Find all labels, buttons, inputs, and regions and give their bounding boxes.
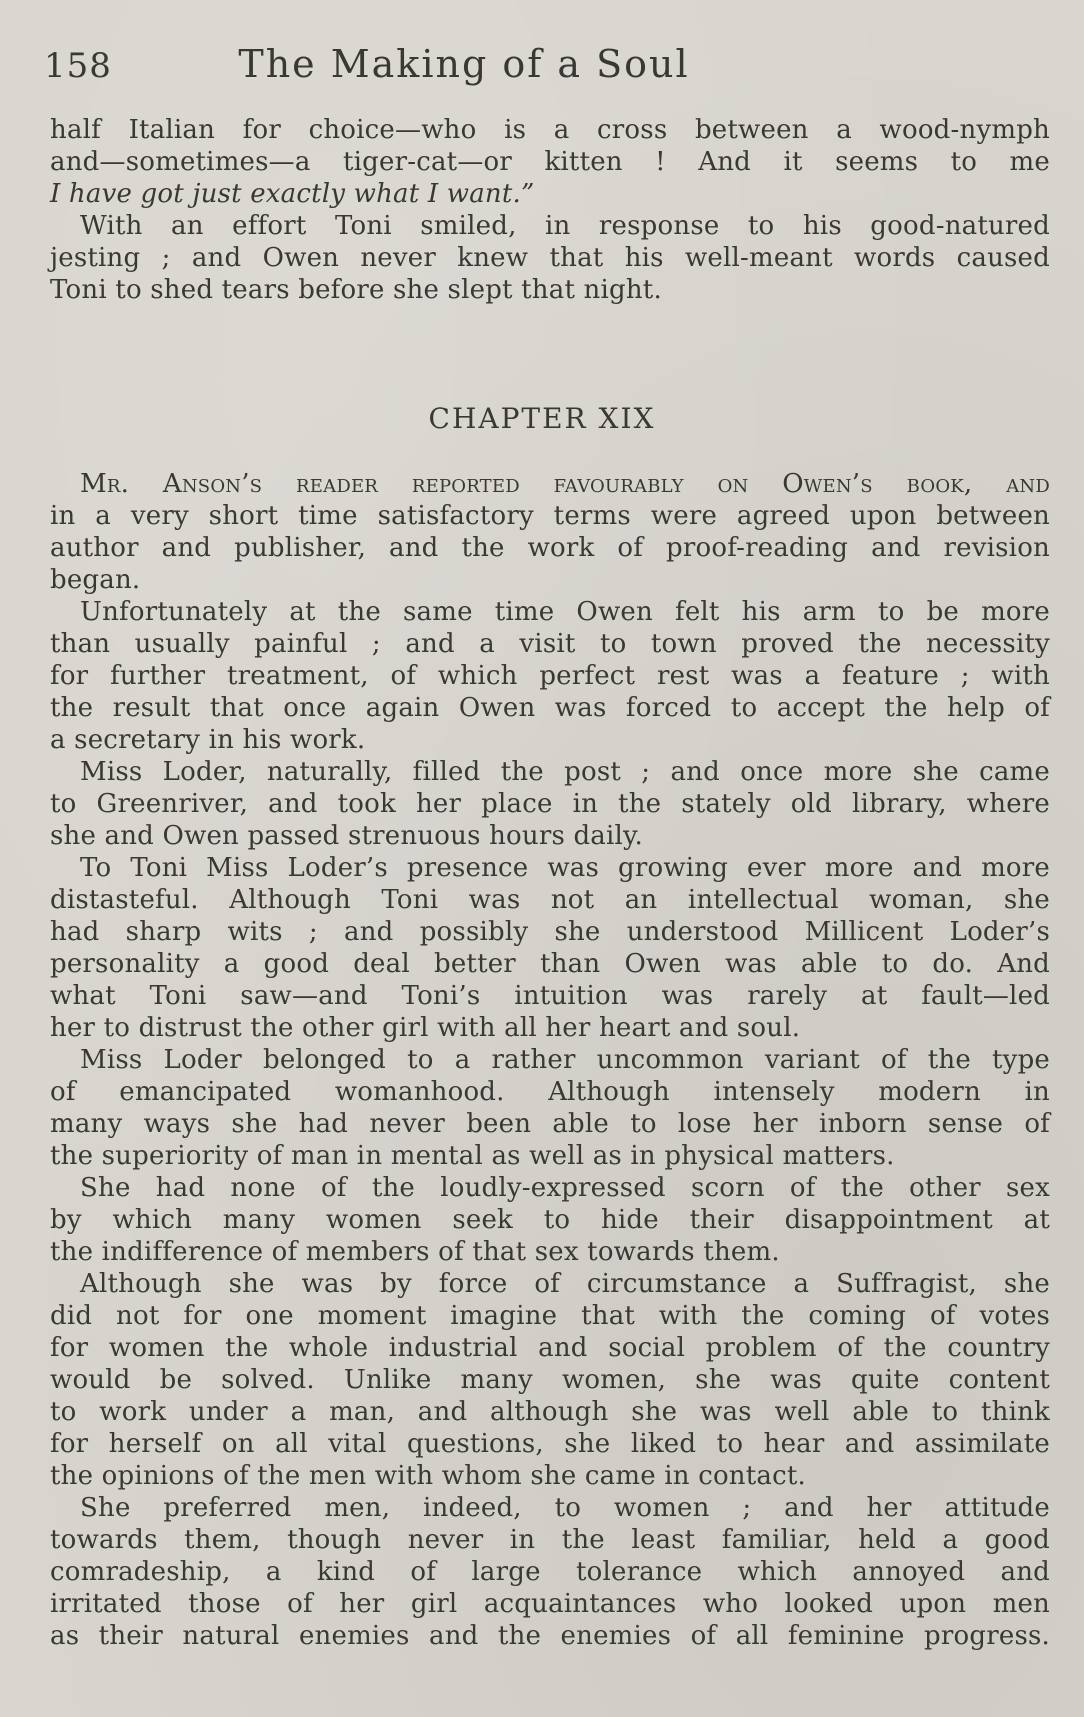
text-line: half Italian for choice—who is a cross between a wood-nymph [50, 115, 1050, 145]
text-line: began. [50, 565, 141, 595]
text-line: had sharp wits ; and possibly she understood Millicent Loder’s [50, 917, 1050, 947]
text-line: Mr. Anson’s reader reported favourably on Owen’s book, and [80, 469, 1050, 499]
chapter-heading: CHAPTER XIX [428, 402, 656, 435]
text-line: Although she was by force of circumstance a Suffragist, she [80, 1269, 1050, 1299]
text-line: Miss Loder, naturally, filled the post ; and once more she came [80, 757, 1050, 787]
text-line: the opinions of the men with whom she came in contact. [50, 1461, 806, 1491]
text-line: than usually painful ; and a visit to town proved the necessity [50, 629, 1050, 659]
text-line: of emancipated womanhood. Although intensely modern in [50, 1077, 1050, 1107]
text-line: for further treatment, of which perfect rest was a feature ; with [50, 661, 1050, 691]
text-line: would be solved. Unlike many women, she was quite content [50, 1365, 1050, 1395]
text-line: in a very short time satisfactory terms were agreed upon between [50, 501, 1050, 531]
text-line: to work under a man, and although she was well able to think [50, 1397, 1050, 1427]
continued-paragraphs [50, 114, 1050, 306]
text-line: her to distrust the other girl with all her heart and soul. [50, 1013, 801, 1043]
running-title: The Making of a Soul [238, 42, 690, 86]
text-line: irritated those of her girl acquaintances who looked upon men [50, 1589, 1050, 1619]
text-line: for women the whole industrial and social problem of the country [50, 1333, 1050, 1363]
text-line: author and publisher, and the work of proof-reading and revision [50, 533, 1050, 563]
text-line: did not for one moment imagine that with the coming of votes [50, 1301, 1050, 1331]
text-line: by which many women seek to hide their disappointment at [50, 1205, 1050, 1235]
text-line: to Greenriver, and took her place in the stately old library, where [50, 789, 1050, 819]
text-line: the indifference of members of that sex towards them. [50, 1237, 780, 1267]
text-line: comradeship, a kind of large tolerance which annoyed and [50, 1557, 1050, 1587]
text-line: the result that once again Owen was forced to accept the help of [50, 693, 1050, 723]
text-line: I have got just exactly what I want.” [50, 179, 535, 209]
text-line: Unfortunately at the same time Owen felt his arm to be more [80, 597, 1050, 627]
text-line: Miss Loder belonged to a rather uncommon variant of the type [80, 1045, 1050, 1075]
page-header [44, 42, 1044, 92]
text-line: Toni to shed tears before she slept that night. [50, 275, 662, 305]
text-line: as their natural enemies and the enemies of all feminine progress. [50, 1621, 1050, 1651]
text-line: a secretary in his work. [50, 725, 366, 755]
text-line: towards them, though never in the least familiar, held a good [50, 1525, 1050, 1555]
text-line: To Toni Miss Loder’s presence was growing ever more and more [80, 853, 1050, 883]
text-line: With an effort Toni smiled, in response to his good-natured [80, 211, 1050, 241]
text-line: and—sometimes—a tiger-cat—or kitten ! And it seems to me [50, 147, 1050, 177]
text-line: she and Owen passed strenuous hours daily. [50, 821, 643, 851]
text-line: She preferred men, indeed, to women ; and her attitude [80, 1493, 1050, 1523]
text-line: what Toni saw—and Toni’s intuition was rarely at fault—led [50, 981, 1050, 1011]
chapter-body [50, 468, 1050, 1652]
text-line: distasteful. Although Toni was not an intellectual woman, she [50, 885, 1050, 915]
text-line: She had none of the loudly-expressed scorn of the other sex [80, 1173, 1050, 1203]
text-line: personality a good deal better than Owen was able to do. And [50, 949, 1050, 979]
page-number: 158 [44, 46, 112, 86]
text-line: the superiority of man in mental as well as in physical matters. [50, 1141, 895, 1171]
text-line: for herself on all vital questions, she liked to hear and assimilate [50, 1429, 1050, 1459]
text-line: many ways she had never been able to lose her inborn sense of [50, 1109, 1050, 1139]
text-line: jesting ; and Owen never knew that his well-meant words caused [50, 243, 1050, 273]
